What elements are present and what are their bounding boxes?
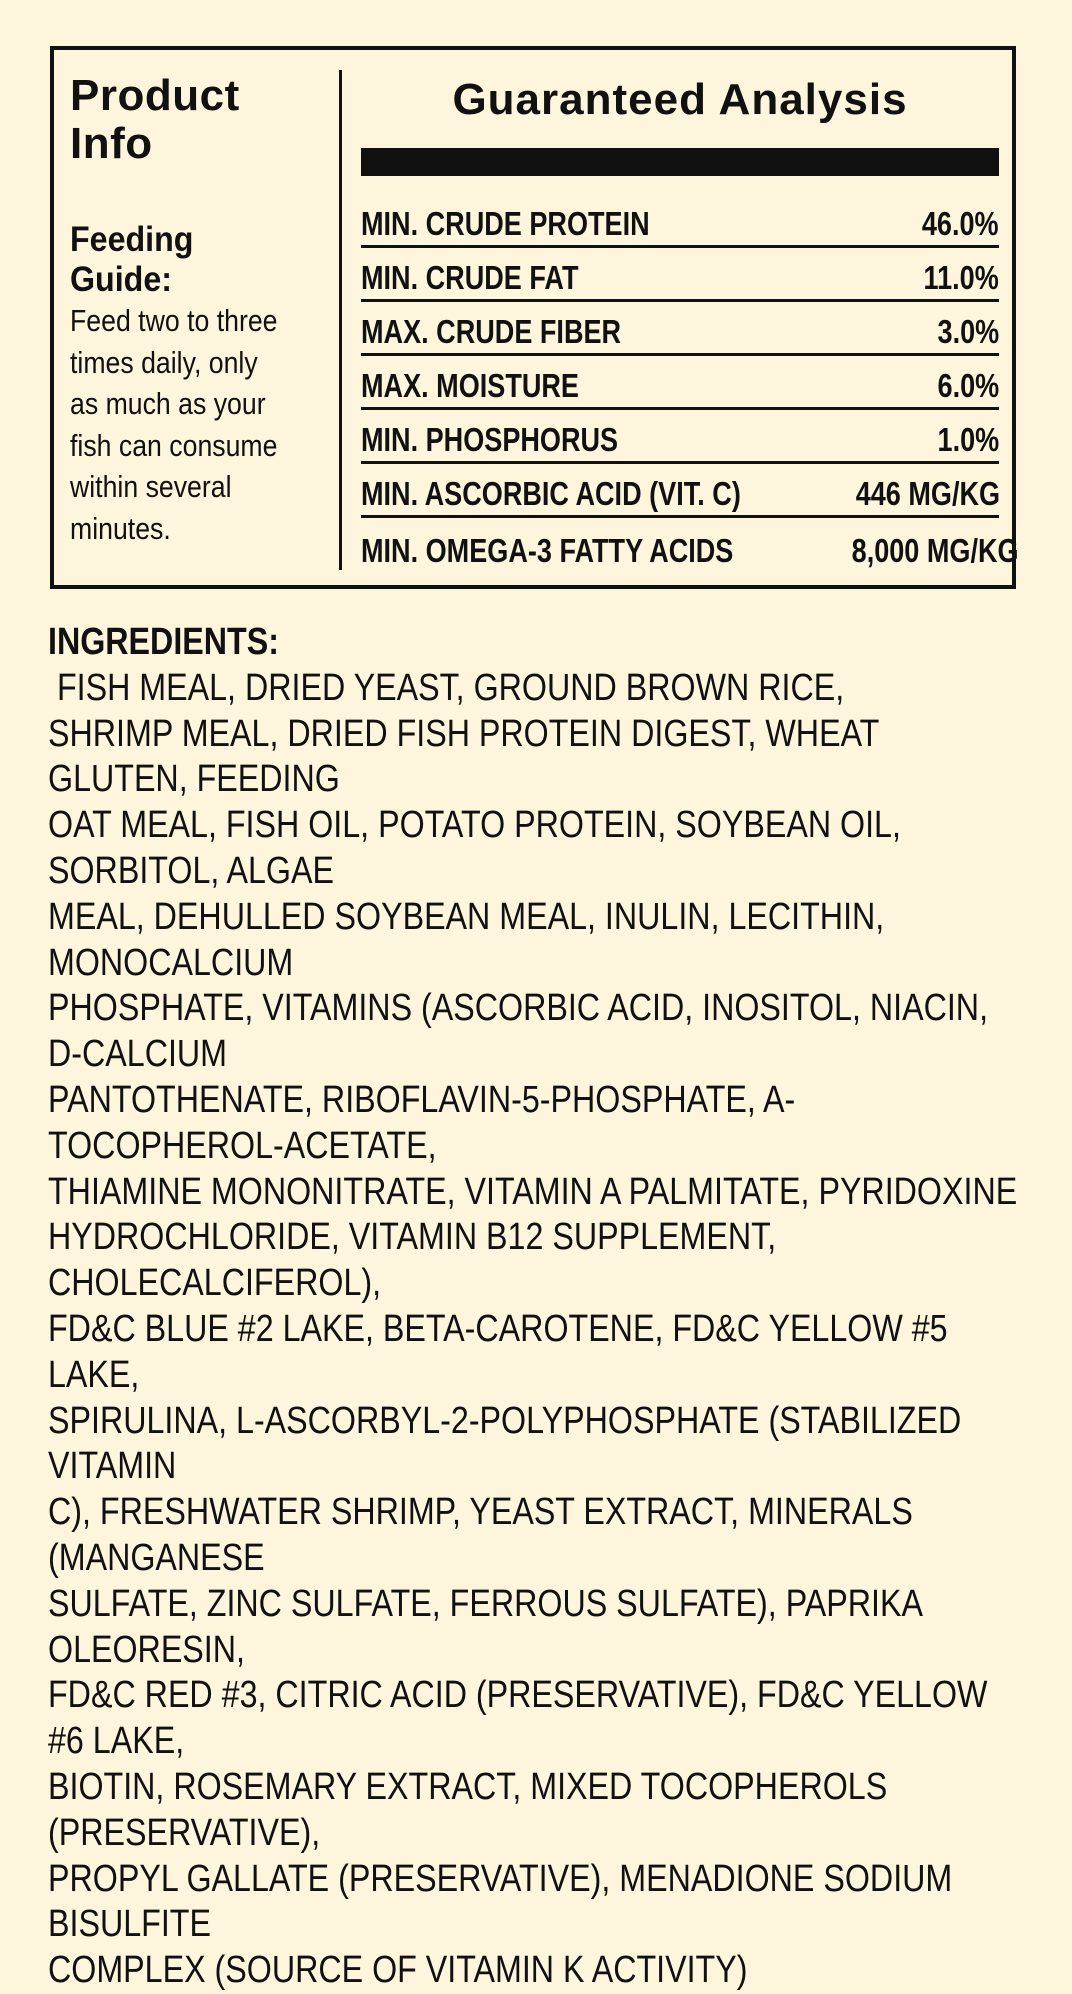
ingredients-line: MEAL, DEHULLED SOYBEAN MEAL, INULIN, LECITHIN, MONOCALCIUM xyxy=(48,895,885,984)
analysis-row xyxy=(361,410,999,464)
analysis-value: 46.0% xyxy=(922,205,999,242)
product-info-title-line2: Info xyxy=(70,119,153,168)
feeding-guide-heading xyxy=(70,220,311,300)
feeding-line: times daily, only xyxy=(70,344,258,380)
product-info-title-line1: Product xyxy=(70,71,240,120)
ingredients-line: SHRIMP MEAL, DRIED FISH PROTEIN DIGEST, WHEAT GLUTEN, FEEDING xyxy=(48,712,879,801)
analysis-label: MIN. OMEGA-3 FATTY ACIDS xyxy=(361,532,734,569)
column-divider xyxy=(339,70,342,570)
analysis-label: MAX. CRUDE FIBER xyxy=(361,313,622,350)
ingredients-line: THIAMINE MONONITRATE, VITAMIN A PALMITATE, PYRIDOXINE xyxy=(48,1170,1018,1213)
analysis-value: 8,000 MG/KG xyxy=(851,532,1019,569)
analysis-row xyxy=(361,302,999,356)
analysis-row xyxy=(361,356,999,410)
analysis-label: MAX. MOISTURE xyxy=(361,367,579,404)
ingredients-line xyxy=(48,620,1023,712)
ingredients-block xyxy=(48,620,1023,1994)
ingredients-text: FISH MEAL, DRIED YEAST, GROUND BROWN RICE, xyxy=(48,666,845,709)
feeding-line: Feed two to three xyxy=(70,303,278,338)
analysis-label: MIN. CRUDE PROTEIN xyxy=(361,205,650,242)
analysis-value: 446 MG/KG xyxy=(855,475,1001,512)
analysis-row xyxy=(361,518,1019,572)
ingredients-line: SPIRULINA, L-ASCORBYL-2-POLYPHOSPHATE (STABILIZED VITAMIN xyxy=(48,1399,962,1488)
feeding-line: within several xyxy=(70,469,232,504)
analysis-row xyxy=(361,248,999,302)
analysis-label: MIN. PHOSPHORUS xyxy=(361,421,619,458)
header-bar xyxy=(361,148,999,176)
ingredients-line: C), FRESHWATER SHRIMP, YEAST EXTRACT, MINERALS (MANGANESE xyxy=(48,1491,913,1579)
feeding-guide-title-line2: Guide: xyxy=(70,260,172,299)
analysis-value: 3.0% xyxy=(937,313,999,350)
ingredients-line: PROPYL GALLATE (PRESERVATIVE), MENADIONE SODIUM BISULFITE xyxy=(48,1857,953,1946)
ingredients-line: FD&C BLUE #2 LAKE, BETA-CAROTENE, FD&C YELLOW #5 LAKE, xyxy=(48,1307,948,1396)
feeding-guide-text xyxy=(70,300,328,549)
analysis-value: 1.0% xyxy=(937,421,999,458)
analysis-row xyxy=(361,194,999,248)
ingredients-line: FD&C RED #3, CITRIC ACID (PRESERVATIVE), FD&C YELLOW #6 LAKE, xyxy=(48,1674,988,1763)
ingredients-line: PHOSPHATE, VITAMINS (ASCORBIC ACID, INOSITOL, NIACIN, D-CALCIUM xyxy=(48,987,989,1076)
ingredients-line: PANTOTHENATE, RIBOFLAVIN-5-PHOSPHATE, A-TOCOPHEROL-ACETATE, xyxy=(48,1078,796,1167)
analysis-table xyxy=(361,194,1019,572)
analysis-label: MIN. CRUDE FAT xyxy=(361,259,579,296)
analysis-label: MIN. ASCORBIC ACID (VIT. C) xyxy=(361,475,741,512)
feeding-line: fish can consume xyxy=(70,427,278,463)
feeding-guide-title-line1: Feeding xyxy=(70,220,194,259)
analysis-row xyxy=(361,464,999,518)
ingredients-line: BIOTIN, ROSEMARY EXTRACT, MIXED TOCOPHEROLS (PRESERVATIVE), xyxy=(48,1765,888,1854)
analysis-value: 6.0% xyxy=(937,367,999,404)
guaranteed-analysis-column xyxy=(361,72,1019,572)
feeding-line: minutes. xyxy=(70,510,171,546)
ingredients-line: HYDROCHLORIDE, VITAMIN B12 SUPPLEMENT, CHOLECALCIFEROL), xyxy=(48,1216,777,1305)
ingredients-label: INGREDIENTS: xyxy=(48,621,279,663)
analysis-value: 11.0% xyxy=(923,259,999,296)
product-info-box xyxy=(50,46,1019,589)
product-info-column xyxy=(70,72,332,549)
ingredients-line: SULFATE, ZINC SULFATE, FERROUS SULFATE), PAPRIKA OLEORESIN, xyxy=(48,1582,922,1671)
ingredients-line: COMPLEX (SOURCE OF VITAMIN K ACTIVITY) xyxy=(48,1949,748,1992)
ingredients-line: OAT MEAL, FISH OIL, POTATO PROTEIN, SOYBEAN OIL, SORBITOL, ALGAE xyxy=(48,804,901,892)
guaranteed-analysis-title: Guaranteed Analysis xyxy=(452,75,908,124)
feeding-line: as much as your xyxy=(70,386,266,421)
product-info-heading xyxy=(70,72,332,168)
